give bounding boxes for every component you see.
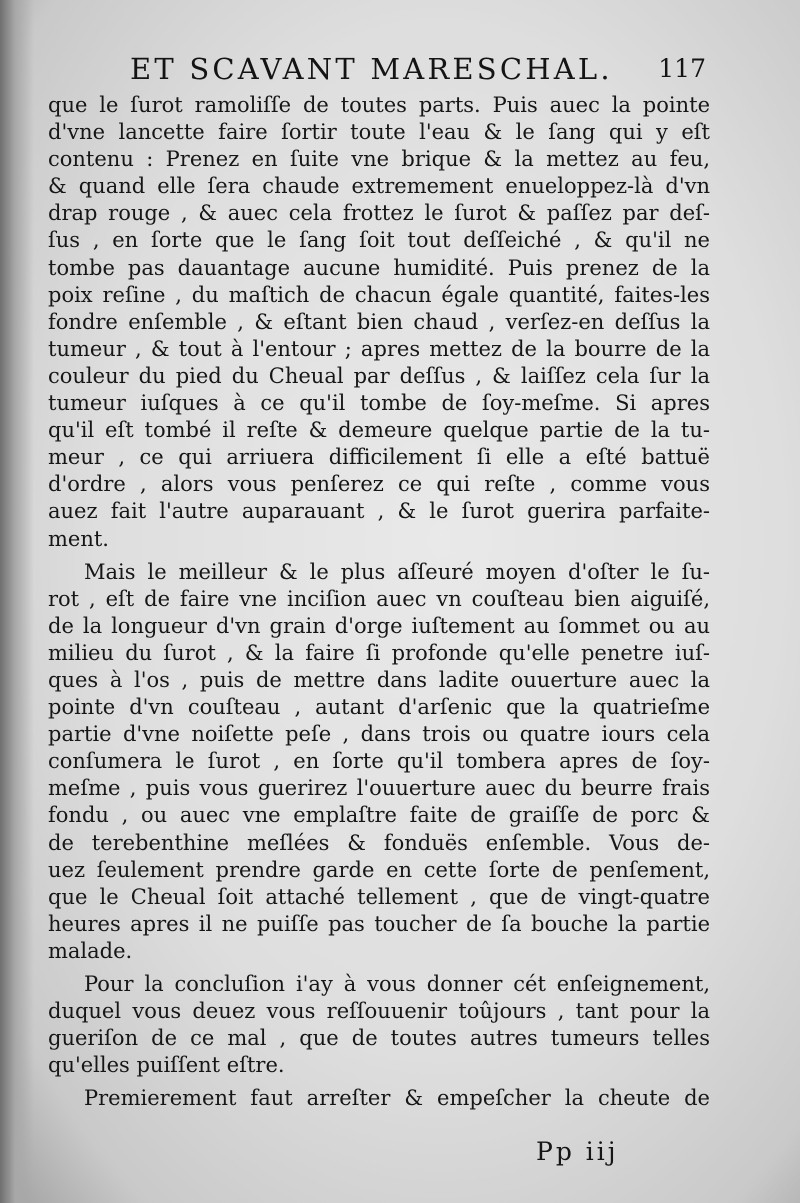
text-line: fondre enſemble , & eſtant bien chaud , verſez-en deſſus la (48, 309, 710, 334)
paragraph (48, 559, 710, 965)
text-line: gueriſon de ce mal , que de toutes autres tumeurs telles (48, 1026, 710, 1051)
text-line: qu'il eſt tombé il reſte & demeure quelque partie de la tu- (48, 418, 710, 443)
body-text (48, 92, 710, 1112)
text-line: partie d'vne noiſette peſe , dans trois ou quatre iours cela (48, 722, 710, 747)
text-line: drap rouge , & auec cela frottez le ſurot & paſſez par deſ- (48, 201, 710, 226)
text-line: meſme , puis vous guerirez l'ouuerture auec du beurre frais (48, 776, 710, 801)
text-line: rot , eſt de faire vne inciſion auec vn couſteau bien aiguiſé, (48, 586, 710, 611)
text-line: & quand elle ſera chaude extremement enueloppez-là d'vn (48, 174, 710, 199)
paragraph (48, 92, 710, 553)
text-line: tumeur iuſques à ce qu'il tombe de ſoy-meſme. Si apres (48, 391, 710, 416)
text-line: de la longueur d'vn grain d'orge iuſtement au ſommet ou au (48, 613, 710, 638)
text-line: ment. (48, 526, 109, 551)
text-line: contenu : Prenez en ſuite vne brique & la mettez au feu, (48, 147, 710, 172)
page-gutter-shadow (0, 0, 34, 1203)
text-line: tumeur , & tout à l'entour ; apres mettez de la bourre de la (48, 336, 710, 361)
text-line: conſumera le ſurot , en ſorte qu'il tombera apres de ſoy- (48, 749, 710, 774)
text-line: ques à l'os , puis de mettre dans ladite ouuerture auec la (48, 667, 710, 692)
page-number: 117 (658, 54, 706, 83)
text-line: duquel vous deuez vous reſſouuenir toûjours , tant pour la (48, 999, 710, 1024)
paragraph (48, 1085, 710, 1112)
text-line: heures apres il ne puiſſe pas toucher de ſa bouche la partie (48, 911, 710, 936)
text-line: qu'elles puiſſent eſtre. (48, 1053, 285, 1078)
paragraph (48, 971, 710, 1079)
text-line: Premierement faut arreſter & empeſcher la cheute de (84, 1086, 710, 1111)
text-line: pointe d'vn couſteau , autant d'arſenic que la quatrieſme (48, 695, 710, 720)
text-line: malade. (48, 938, 133, 963)
signature-mark: Pp iij (536, 1137, 619, 1166)
text-line: poix reſine , du maſtich de chacun égale quantité, faites-les (48, 282, 710, 307)
text-line: que le ſurot ramoliſſe de toutes parts. Puis auec la pointe (48, 93, 710, 117)
text-line: que le Cheual ſoit attaché tellement , que de vingt-quatre (48, 884, 710, 909)
text-line: meur , ce qui arriuera difficilement ſi elle a eſté battuë (48, 445, 710, 470)
text-line: Pour la concluſion i'ay à vous donner cét enſeignement, (84, 972, 710, 996)
running-head (130, 52, 710, 92)
text-line: d'ordre , alors vous penſerez ce qui reſte , comme vous (48, 472, 710, 497)
text-line: fondu , ou auec vne emplaſtre faite de graiſſe de porc & (48, 803, 710, 828)
text-line: d'vne lancette faire ſortir toute l'eau & le ſang qui y eſt (48, 120, 710, 145)
text-line: Mais le meilleur & le plus aſſeuré moyen d'oſter le ſu- (84, 559, 710, 584)
text-line: couleur du pied du Cheual par deſſus , & laiſſez cela ſur la (48, 363, 710, 388)
text-line: ſus , en ſorte que le ſang ſoit tout deſſeiché , & qu'il ne (48, 228, 710, 253)
text-line: tombe pas dauantage aucune humidité. Puis prenez de la (48, 255, 710, 280)
text-line: de terebenthine meſlées & fonduës enſemble. Vous de- (48, 830, 710, 855)
text-line: uez ſeulement prendre garde en cette ſorte de penſement, (48, 857, 710, 882)
text-line: auez fait l'autre auparauant , & le ſurot guerira parfaite- (48, 499, 710, 524)
running-title: ET SCAVANT MARESCHAL. (130, 52, 613, 86)
text-line: milieu du ſurot , & la faire ſi profonde qu'elle penetre iuſ- (48, 640, 710, 665)
